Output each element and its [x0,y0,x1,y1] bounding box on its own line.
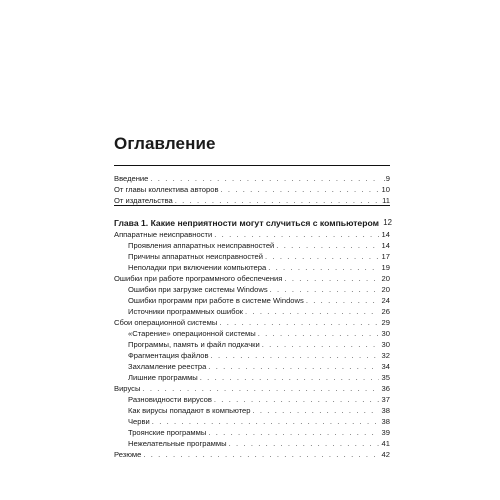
toc-entry-label: Сбои операционной системы [114,318,218,327]
toc-entry-page-number: 24 [381,296,390,305]
toc-entry-page-number: 35 [381,373,390,382]
toc-entry-page-number: 19 [381,263,390,272]
toc-entry [114,449,390,460]
toc-entry-page-number: 20 [381,285,390,294]
toc-entry-label: Как вирусы попадают в компьютер [128,406,251,415]
toc-entry [128,350,390,361]
toc-entry-page-number: 10 [381,185,390,194]
toc-entry-label: Черви [128,417,150,426]
toc-entry-page-number: 39 [381,428,390,437]
toc-entry-page-number: 30 [381,340,390,349]
toc-entry-label: Аппаратные неисправности [114,230,213,239]
toc-entry-label: Источники программных ошибок [128,307,243,316]
toc-entry-label: Неполадки при включении компьютера [128,263,267,272]
toc-entry-label: От издательства [114,196,173,205]
toc-entry-page-number: 32 [381,351,390,360]
toc-entry [114,383,390,394]
dot-leader [245,307,379,317]
toc-chapter-entry [114,215,390,228]
toc-entry-page-number: 42 [381,450,390,459]
dot-leader [268,263,379,273]
dot-leader [150,174,379,184]
toc-entry-page-number: 34 [381,362,390,371]
toc-entry-page-number: 17 [381,252,390,261]
dot-leader [306,296,379,306]
toc-entry [114,229,390,240]
toc-entry-page-number: 41 [381,439,390,448]
toc-entry [128,240,390,251]
toc-entry [128,339,390,350]
toc-entry-page-number: 12 [383,218,392,227]
toc-entry-page-number: 14 [381,241,390,250]
toc-entry-page-number: 11 [382,196,390,205]
dot-leader [208,428,379,438]
toc-entry [114,317,390,328]
dot-leader [219,318,379,328]
toc-entry [128,306,390,317]
toc-entry-label: Программы, память и файл подкачки [128,340,260,349]
toc-entry-page-number: 37 [381,395,390,404]
toc-entry-label: Лишние программы [128,373,198,382]
toc-entry [128,427,390,438]
toc-entry [128,372,390,383]
toc-entry [114,195,390,206]
dot-leader [143,450,379,460]
toc-entry [128,416,390,427]
toc-entry-label: Разновидности вирусов [128,395,212,404]
dot-leader [229,439,379,449]
dot-leader [284,274,379,284]
toc-entry-page-number: 38 [381,406,390,415]
page-title: Оглавление [114,134,216,153]
dot-leader [265,252,379,262]
dot-leader [276,241,379,251]
dot-leader [262,340,379,350]
toc-entry-label: От главы коллектива авторов [114,185,219,194]
dot-leader [152,417,379,427]
toc-entry-page-number: 20 [381,274,390,283]
toc-entry [128,438,390,449]
toc-entry-page-number: 14 [381,230,390,239]
toc-entry-label: Ошибки программ при работе в системе Windows [128,296,304,305]
dot-leader [214,230,379,240]
dot-leader [270,285,379,295]
toc-entry [128,262,390,273]
toc-entry-page-number: .9 [383,174,390,183]
toc-entry-label: Фрагментация файлов [128,351,209,360]
dot-leader [252,406,379,416]
toc-entry [114,184,390,195]
title-divider [114,165,390,166]
toc-entry-label: Троянские программы [128,428,207,437]
dot-leader [208,362,379,372]
toc-entry [128,405,390,416]
toc-entry-label: Нежелательные программы [128,439,227,448]
toc-entry-label: Проявления аппаратных неисправностей [128,241,275,250]
toc-entry [114,273,390,284]
toc-entry [128,328,390,339]
toc-entry-label: Причины аппаратных неисправностей [128,252,263,261]
toc-entry-label: Введение [114,174,149,183]
toc-entry [128,251,390,262]
toc-entry-page-number: 36 [381,384,390,393]
dot-leader [200,373,379,383]
toc-entry-label: Резюме [114,450,142,459]
toc-entry-label: Ошибки при работе программного обеспечения [114,274,283,283]
toc-entry-label: Ошибки при загрузке системы Windows [128,285,268,294]
toc-entry-label: Вирусы [114,384,141,393]
toc-entry-page-number: 29 [381,318,390,327]
toc-entry [128,295,390,306]
dot-leader [142,384,379,394]
toc-entry-label: Захламление реестра [128,362,207,371]
toc-entry [128,394,390,405]
toc-entry-page-number: 38 [381,417,390,426]
toc-entry-label: Глава 1. Какие неприятности могут случиться с компьютером [114,218,379,228]
toc-entry-page-number: 26 [381,307,390,316]
dot-leader [175,196,379,206]
dot-leader [214,395,379,405]
toc-entry [128,284,390,295]
toc-entry [128,361,390,372]
toc-entry-label: «Старение» операционной системы [128,329,256,338]
dot-leader [221,185,380,195]
toc-entry [114,173,390,184]
toc-entry-page-number: 30 [381,329,390,338]
dot-leader [211,351,379,361]
dot-leader [258,329,379,339]
